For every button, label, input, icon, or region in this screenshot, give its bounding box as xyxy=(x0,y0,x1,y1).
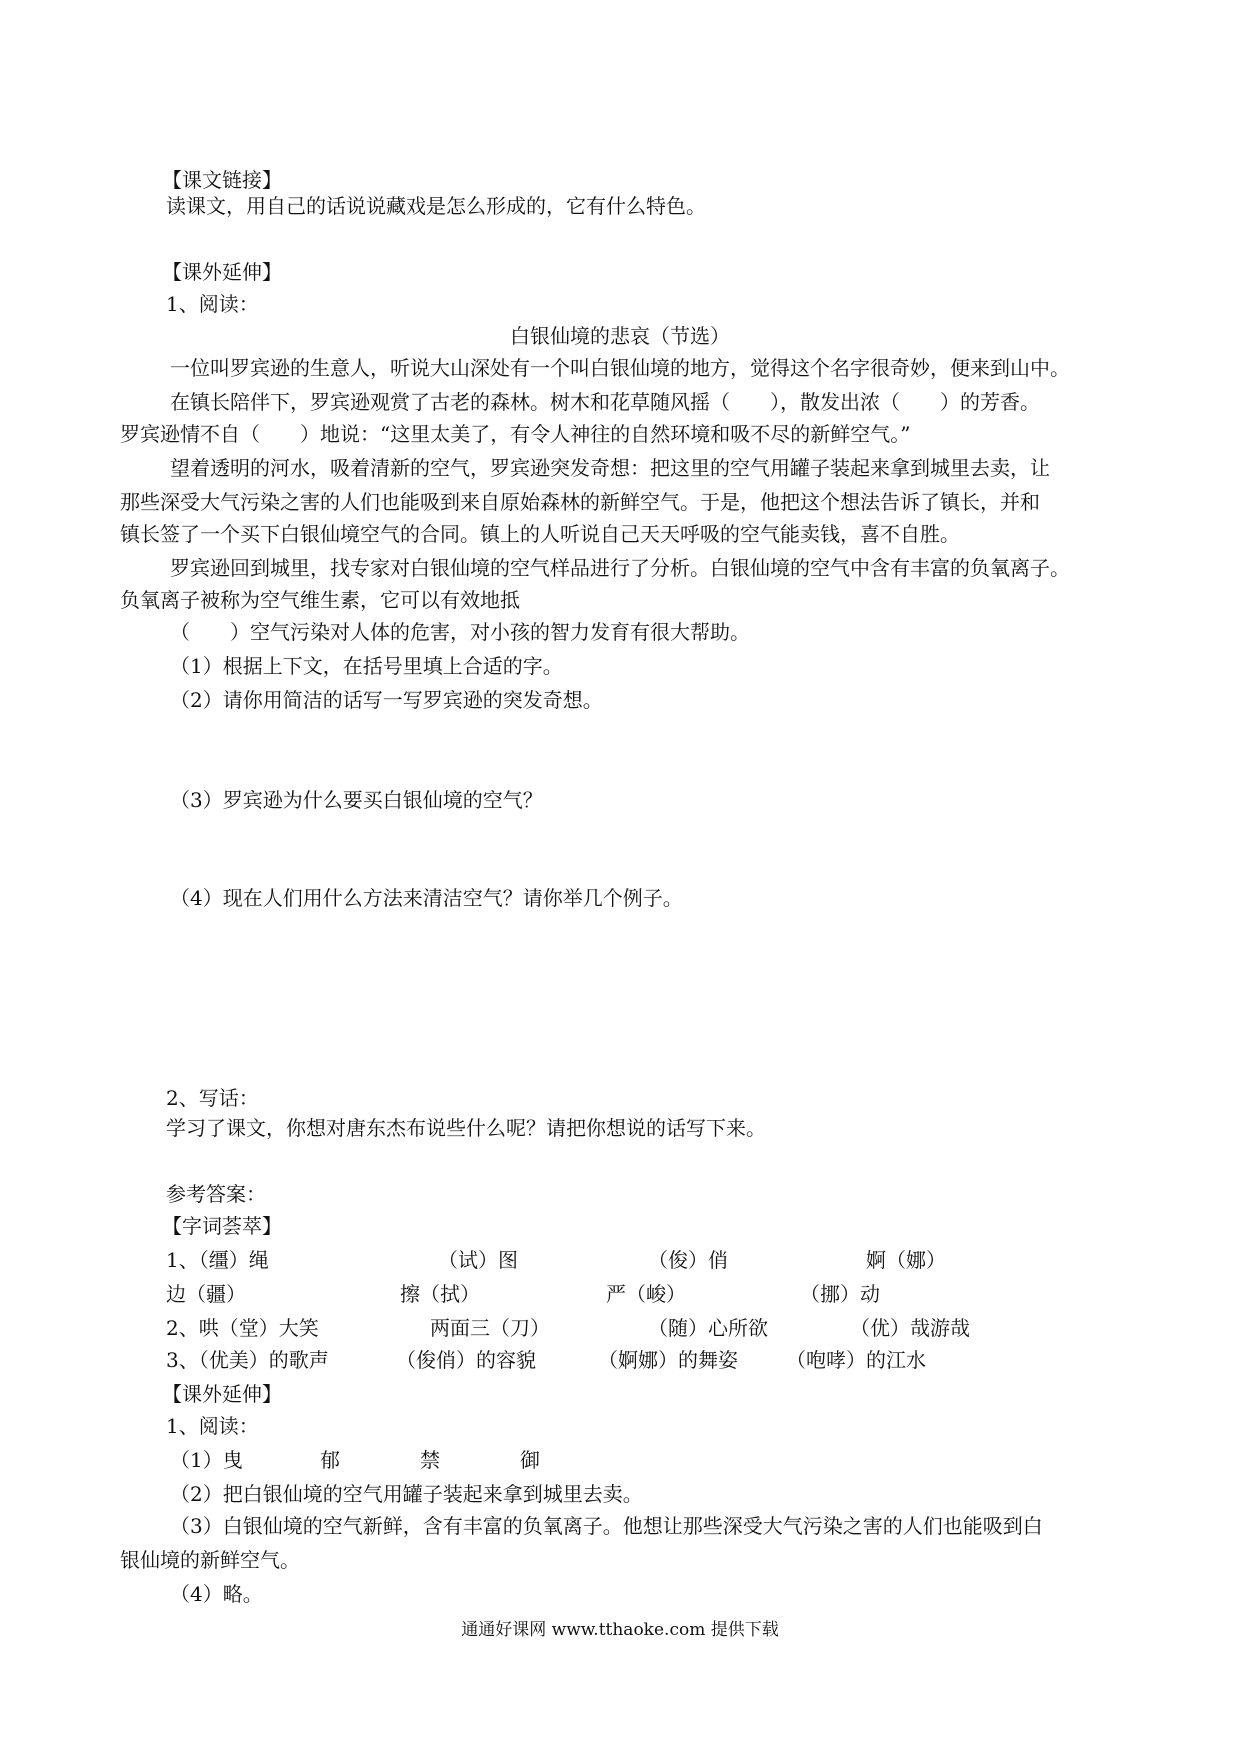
writing-label: 2、写话： xyxy=(166,1086,259,1110)
reading-label: 1、阅读： xyxy=(166,292,259,316)
answer-cell: 婀（娜） xyxy=(866,1248,946,1272)
link-heading: 【课文链接】 xyxy=(162,168,282,192)
answer-cell: 严（峻） xyxy=(606,1282,686,1306)
answer-cell: 御 xyxy=(520,1448,540,1472)
passage-line: 罗宾逊回到城里，找专家对白银仙境的空气样品进行了分析。白银仙境的空气中含有丰富的负氧离子。 xyxy=(170,556,1070,580)
answers-reading-label: 1、阅读： xyxy=(166,1414,259,1438)
answer-cell: （俊）俏 xyxy=(648,1248,728,1272)
passage-line: 镇长签了一个买下白银仙境空气的合同。镇上的人听说自己天天呼吸的空气能卖钱，喜不自胜。 xyxy=(120,522,960,546)
question-3: （3）罗宾逊为什么要买白银仙境的空气？ xyxy=(170,788,543,812)
ext-heading: 【课外延伸】 xyxy=(162,260,282,284)
passage-line: 罗宾逊情不自（ ）地说：“这里太美了，有令人神往的自然环境和吸不尽的新鲜空气。” xyxy=(120,422,911,446)
answer-cell: 擦（拭） xyxy=(400,1282,480,1306)
words-heading: 【字词荟萃】 xyxy=(162,1214,282,1238)
passage-title: 白银仙境的悲哀（节选） xyxy=(510,324,730,348)
answer-cell: （试）图 xyxy=(438,1248,518,1272)
answer-cell: 禁 xyxy=(420,1448,440,1472)
answer-cell: （优）哉游哉 xyxy=(850,1316,970,1340)
answer-cell: （俊俏）的容貌 xyxy=(396,1348,536,1372)
link-question: 读课文，用自己的话说说藏戏是怎么形成的，它有什么特色。 xyxy=(166,194,706,218)
question-1: （1）根据上下文，在括号里填上合适的字。 xyxy=(170,654,563,678)
passage-line: 一位叫罗宾逊的生意人，听说大山深处有一个叫白银仙境的地方，觉得这个名字很奇妙，便来到山中。 xyxy=(170,356,1070,380)
question-2: （2）请你用简洁的话写一写罗宾逊的突发奇想。 xyxy=(170,688,603,712)
answer-3-cont: 银仙境的新鲜空气。 xyxy=(120,1548,300,1572)
answer-3: （3）白银仙境的空气新鲜，含有丰富的负氧离子。他想让那些深受大气污染之害的人们也能吸到白 xyxy=(170,1514,1043,1538)
answer-cell: 2、哄（堂）大笑 xyxy=(166,1316,319,1340)
passage-line: 望着透明的河水，吸着清新的空气，罗宾逊突发奇想：把这里的空气用罐子装起来拿到城里去卖，让 xyxy=(170,456,1050,480)
answer-cell: （婀娜）的舞姿 xyxy=(598,1348,738,1372)
answers-ext-heading: 【课外延伸】 xyxy=(162,1382,282,1406)
answer-cell: （1）曳 xyxy=(170,1448,243,1472)
writing-prompt: 学习了课文，你想对唐东杰布说些什么呢？请把你想说的话写下来。 xyxy=(166,1116,766,1140)
answer-4: （4）略。 xyxy=(170,1582,263,1606)
passage-line: 在镇长陪伴下，罗宾逊观赏了古老的森林。树木和花草随风摇（ ），散发出浓（ ）的芳香。 xyxy=(170,390,1040,414)
answer-cell: 郁 xyxy=(320,1448,340,1472)
question-4: （4）现在人们用什么方法来清洁空气？请你举几个例子。 xyxy=(170,886,683,910)
passage-line: 那些深受大气污染之害的人们也能吸到来自原始森林的新鲜空气。于是，他把这个想法告诉了镇长，并和 xyxy=(120,490,1040,514)
answer-cell: （挪）动 xyxy=(800,1282,880,1306)
page-footer: 通通好课网 www.tthaoke.com 提供下载 xyxy=(461,1620,779,1640)
answers-heading: 参考答案： xyxy=(166,1182,266,1206)
answer-cell: 3、（优美）的歌声 xyxy=(166,1348,329,1372)
answer-2: （2）把白银仙境的空气用罐子装起来拿到城里去卖。 xyxy=(170,1482,643,1506)
passage-line: 负氧离子被称为空气维生素，它可以有效地抵 xyxy=(120,588,520,612)
answer-cell: 边（疆） xyxy=(166,1282,246,1306)
answer-cell: （随）心所欲 xyxy=(648,1316,768,1340)
answer-cell: （咆哮）的江水 xyxy=(786,1348,926,1372)
answer-cell: 两面三（刀） xyxy=(430,1316,550,1340)
answer-cell: 1、（缰）绳 xyxy=(166,1248,269,1272)
passage-line: （ ）空气污染对人体的危害，对小孩的智力发育有很大帮助。 xyxy=(170,620,750,644)
